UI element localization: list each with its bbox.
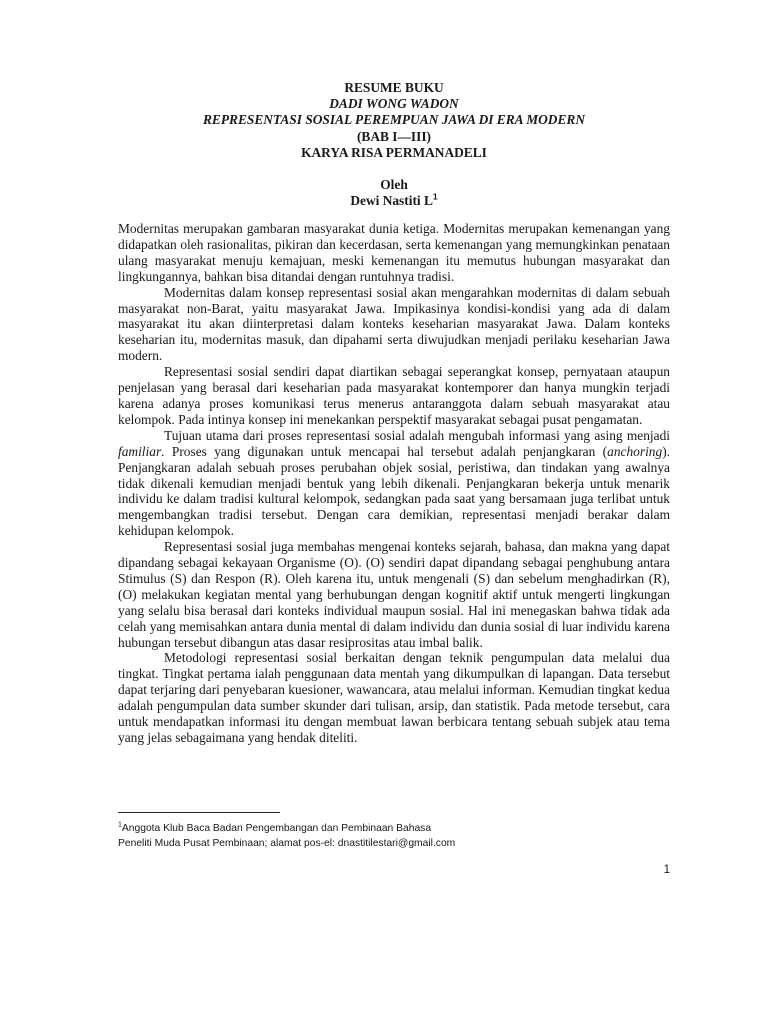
paragraph-4-part-c: . Proses yang digunakan untuk mencapai hal tersebut adalah penjangkaran ( [161, 443, 608, 459]
paragraph-4-part-e: ). Penjangkaran adalah sebuah proses perubahan objek sosial, peristiwa, dan tindakan yang awalnya tidak dikenali kemudian menjadi bentuk yang lebih dikenali. Penjangkaran bekerja untuk menarik individu ke dalam tradisi kultural kelompok, sedangkan pada saat yang bersamaan juga terlibat untuk mengembangkan tradisi tersebut. Dengan cara demikian, representasi menjadi berakar dalam kehidupan kelompok. [118, 443, 670, 539]
term-anchoring: anchoring [607, 443, 663, 459]
title-line-book: DADI WONG WADON [329, 96, 459, 112]
paragraph-2: Modernitas dalam konsep representasi sosial akan mengarahkan modernitas di dalam sebuah masyarakat non-Barat, yaitu masyarakat Jawa. Impikasinya kondisi-kondisi yang ada di dalam masyarakat itu akan diinterpretasi dalam konteks keseharian masyarakat Jawa. Dalam konteks keseharian itu, modernitas masuk, dan dipahami serta diwujudkan menjadi perilaku keseharian Jawa modern. [118, 284, 670, 364]
paragraph-3: Representasi sosial sendiri dapat diartikan sebagai seperangkat konsep, pernyataan ataupun penjelasan yang berasal dari keseharian pada masyarakat kontemporer dan hanya mungkin terjadi karena adanya proses komunikasi terus menerus antaranggota dalam sebuah masyarakat atau kelompok. Pada intinya konsep ini menekankan perspektif masyarakat sebagai pusat pengamatan. [118, 364, 670, 427]
title-line-resume: RESUME BUKU [344, 80, 444, 95]
paragraph-4 [118, 428, 670, 539]
term-familiar: familiar [118, 443, 162, 459]
paragraph-1: Modernitas merupakan gambaran masyarakat dunia ketiga. Modernitas merupakan kemenangan yang didapatkan oleh rasionalitas, pikiran dan kecerdasan, serta kemenangan yang memungkinkan penataan ulang masyarakat menuju kemajuan, meski kemenangan itu memutus hubungan masyarakat dan lingkungannya, bahkan bisa ditandai dengan runtuhnya tradisi. [118, 221, 670, 284]
paragraph-5: Representasi sosial juga membahas mengenai konteks sejarah, bahasa, dan makna yang dapat dipandang sebagai kekayaan Organisme (O). (O) sendiri dapat dipandang sebagai penghubung antara Stimulus (S) dan Respon (R). Oleh karena itu, untuk mengenali (S) dan sebelum menghadirkan (R), (O) melakukan kegiatan mental yang berhubungan dengan kognitif aktif untuk mengerti lingkungan yang selalu bisa berasal dari konteks individual maupun sosial. Hal ini menegaskan bahwa tidak ada celah yang memisahkan antara dunia mental di dalam individu dan dunia sosial di luar individu karena hubungan tersebut dibangun atas dasar resiprositas atau imbal balik. [118, 539, 670, 650]
footnote-reference[interactable]: 1 [432, 191, 438, 202]
footnote-line-2: Peneliti Muda Pusat Pembinaan; alamat pos-el: dnastitilestari@gmail.com [118, 838, 456, 849]
author-name: Dewi Nastiti L [350, 193, 433, 209]
paragraph-6: Metodologi representasi sosial berkaitan dengan teknik pengumpulan data melalui dua tingkat. Tingkat pertama ialah penggunaan data mentah yang dikumpulkan di lapangan. Data tersebut dapat terjaring dari penyebaran kuesioner, wawancara, atau melalui informan. Kemudian tingkat kedua adalah pengumpulan data sumber skunder dari tulisan, arsip, dan statistik. Pada metode tersebut, cara untuk mendapatkan informasi itu dengan membuat lawan berbicara tentang sebuah subjek atau tema yang jelas sebagaimana yang hendak diteliti. [118, 650, 670, 745]
footnote-line-1 [118, 821, 678, 836]
page-number: 1 [663, 864, 670, 876]
footnote-mark: 1 [118, 821, 122, 829]
author-name-line [118, 193, 670, 209]
footnote-divider [118, 812, 280, 813]
paragraph-4-part-a: Tujuan utama dari proses representasi sosial adalah mengubah informasi yang asing menjadi [164, 427, 670, 443]
by-label: Oleh [380, 177, 408, 192]
footnote [118, 821, 678, 851]
title-line-subtitle: REPRESENTASI SOSIAL PEREMPUAN JAWA DI ERA MODERN [202, 112, 585, 128]
title-block [118, 80, 670, 161]
body-text [118, 221, 670, 746]
footnote-affiliation: Anggota Klub Baca Badan Pengembangan dan Pembinaan Bahasa [121, 823, 432, 834]
title-line-chapters: (BAB I—III) [356, 128, 432, 144]
author-block [118, 177, 670, 209]
title-line-author-work: KARYA RISA PERMANADELI [301, 144, 487, 160]
